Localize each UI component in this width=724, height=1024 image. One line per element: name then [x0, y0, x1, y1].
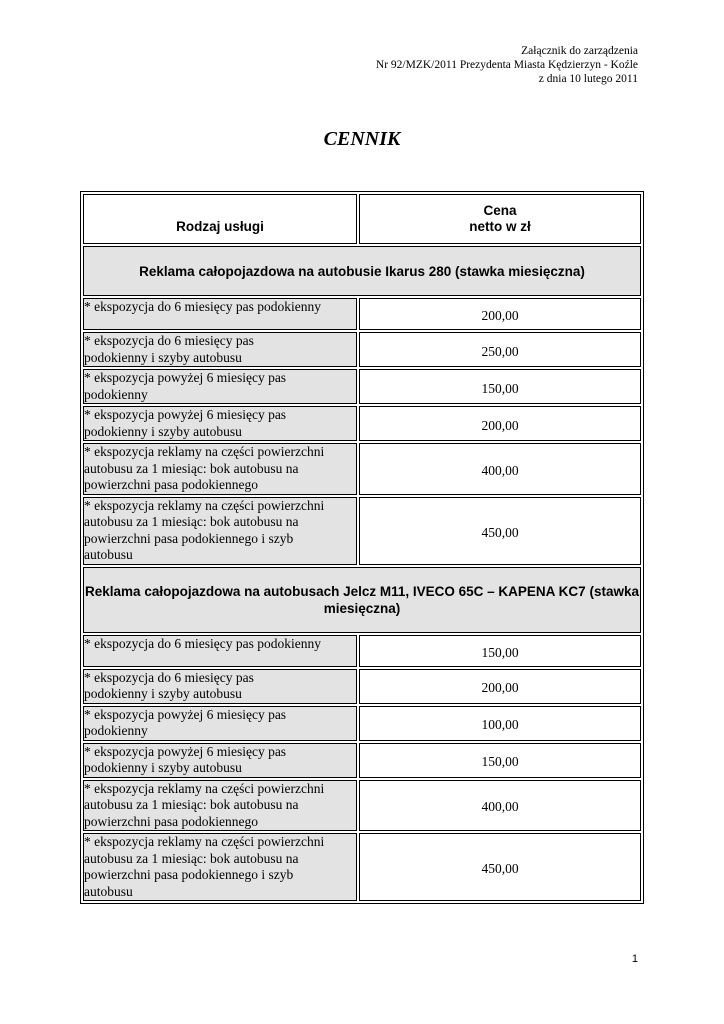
- service-price: 400,00: [359, 780, 641, 832]
- page-number: 1: [631, 953, 638, 965]
- service-price: 150,00: [359, 743, 641, 778]
- table-row: [83, 706, 641, 741]
- table-row: [83, 406, 641, 441]
- page-title: CENNIK: [323, 128, 401, 150]
- section-title: Reklama całopojazdowa na autobusach Jelcz M11, IVECO 65C – KAPENA KC7 (stawka miesięczna): [83, 567, 641, 633]
- table-row: [83, 332, 641, 367]
- service-description: * ekspozycja powyżej 6 miesięcy pas podokienny: [83, 369, 357, 404]
- section-row: [83, 246, 641, 296]
- service-description: * ekspozycja reklamy na części powierzchni autobusu za 1 miesiąc: bok autobusu na powierzchni pasa podokiennego i szyb autobusu: [83, 833, 357, 901]
- table-row: [83, 833, 641, 901]
- service-description: * ekspozycja do 6 miesięcy pas podokienny: [83, 298, 357, 330]
- table-row: [83, 497, 641, 565]
- service-description: * ekspozycja powyżej 6 miesięcy pas podokienny i szyby autobusu: [83, 743, 357, 778]
- service-price: 200,00: [359, 406, 641, 441]
- table-row: [83, 298, 641, 330]
- table-row: [83, 369, 641, 404]
- service-price: 250,00: [359, 332, 641, 367]
- service-description: * ekspozycja powyżej 6 miesięcy pas podokienny: [83, 706, 357, 741]
- service-description: * ekspozycja reklamy na części powierzchni autobusu za 1 miesiąc: bok autobusu na powierzchni pasa podokiennego: [83, 780, 357, 832]
- section-row: [83, 567, 641, 633]
- service-description: * ekspozycja reklamy na części powierzchni autobusu za 1 miesiąc: bok autobusu na powierzchni pasa podokiennego: [83, 443, 357, 495]
- service-description: * ekspozycja do 6 miesięcy pas podokienny i szyby autobusu: [83, 332, 357, 367]
- header-line-attachment: Załącznik do zarządzenia: [521, 45, 638, 57]
- service-description: * ekspozycja reklamy na części powierzchni autobusu za 1 miesiąc: bok autobusu na powierzchni pasa podokiennego i szyb autobusu: [83, 497, 357, 565]
- service-price: 200,00: [359, 669, 641, 704]
- service-price: 150,00: [359, 635, 641, 667]
- service-description: * ekspozycja do 6 miesięcy pas podokienny i szyby autobusu: [83, 669, 357, 704]
- service-price: 450,00: [359, 497, 641, 565]
- header-line-date: z dnia 10 lutego 2011: [538, 73, 638, 85]
- table-header-row: [83, 194, 641, 244]
- column-header-service: Rodzaj usługi: [83, 194, 357, 244]
- service-description: * ekspozycja powyżej 6 miesięcy pas podokienny i szyby autobusu: [83, 406, 357, 441]
- price-table: [80, 191, 644, 904]
- column-header-price: Cena netto w zł: [359, 194, 641, 244]
- section-title: Reklama całopojazdowa na autobusie Ikarus 280 (stawka miesięczna): [83, 246, 641, 296]
- service-price: 150,00: [359, 369, 641, 404]
- service-description: * ekspozycja do 6 miesięcy pas podokienny: [83, 635, 357, 667]
- service-price: 400,00: [359, 443, 641, 495]
- service-price: 200,00: [359, 298, 641, 330]
- service-price: 100,00: [359, 706, 641, 741]
- table-row: [83, 443, 641, 495]
- document-header: [376, 44, 638, 86]
- table-row: [83, 669, 641, 704]
- service-price: 450,00: [359, 833, 641, 901]
- header-line-order: Nr 92/MZK/2011 Prezydenta Miasta Kędzierzyn - Koźle: [375, 59, 638, 71]
- table-row: [83, 635, 641, 667]
- table-row: [83, 743, 641, 778]
- table-row: [83, 780, 641, 832]
